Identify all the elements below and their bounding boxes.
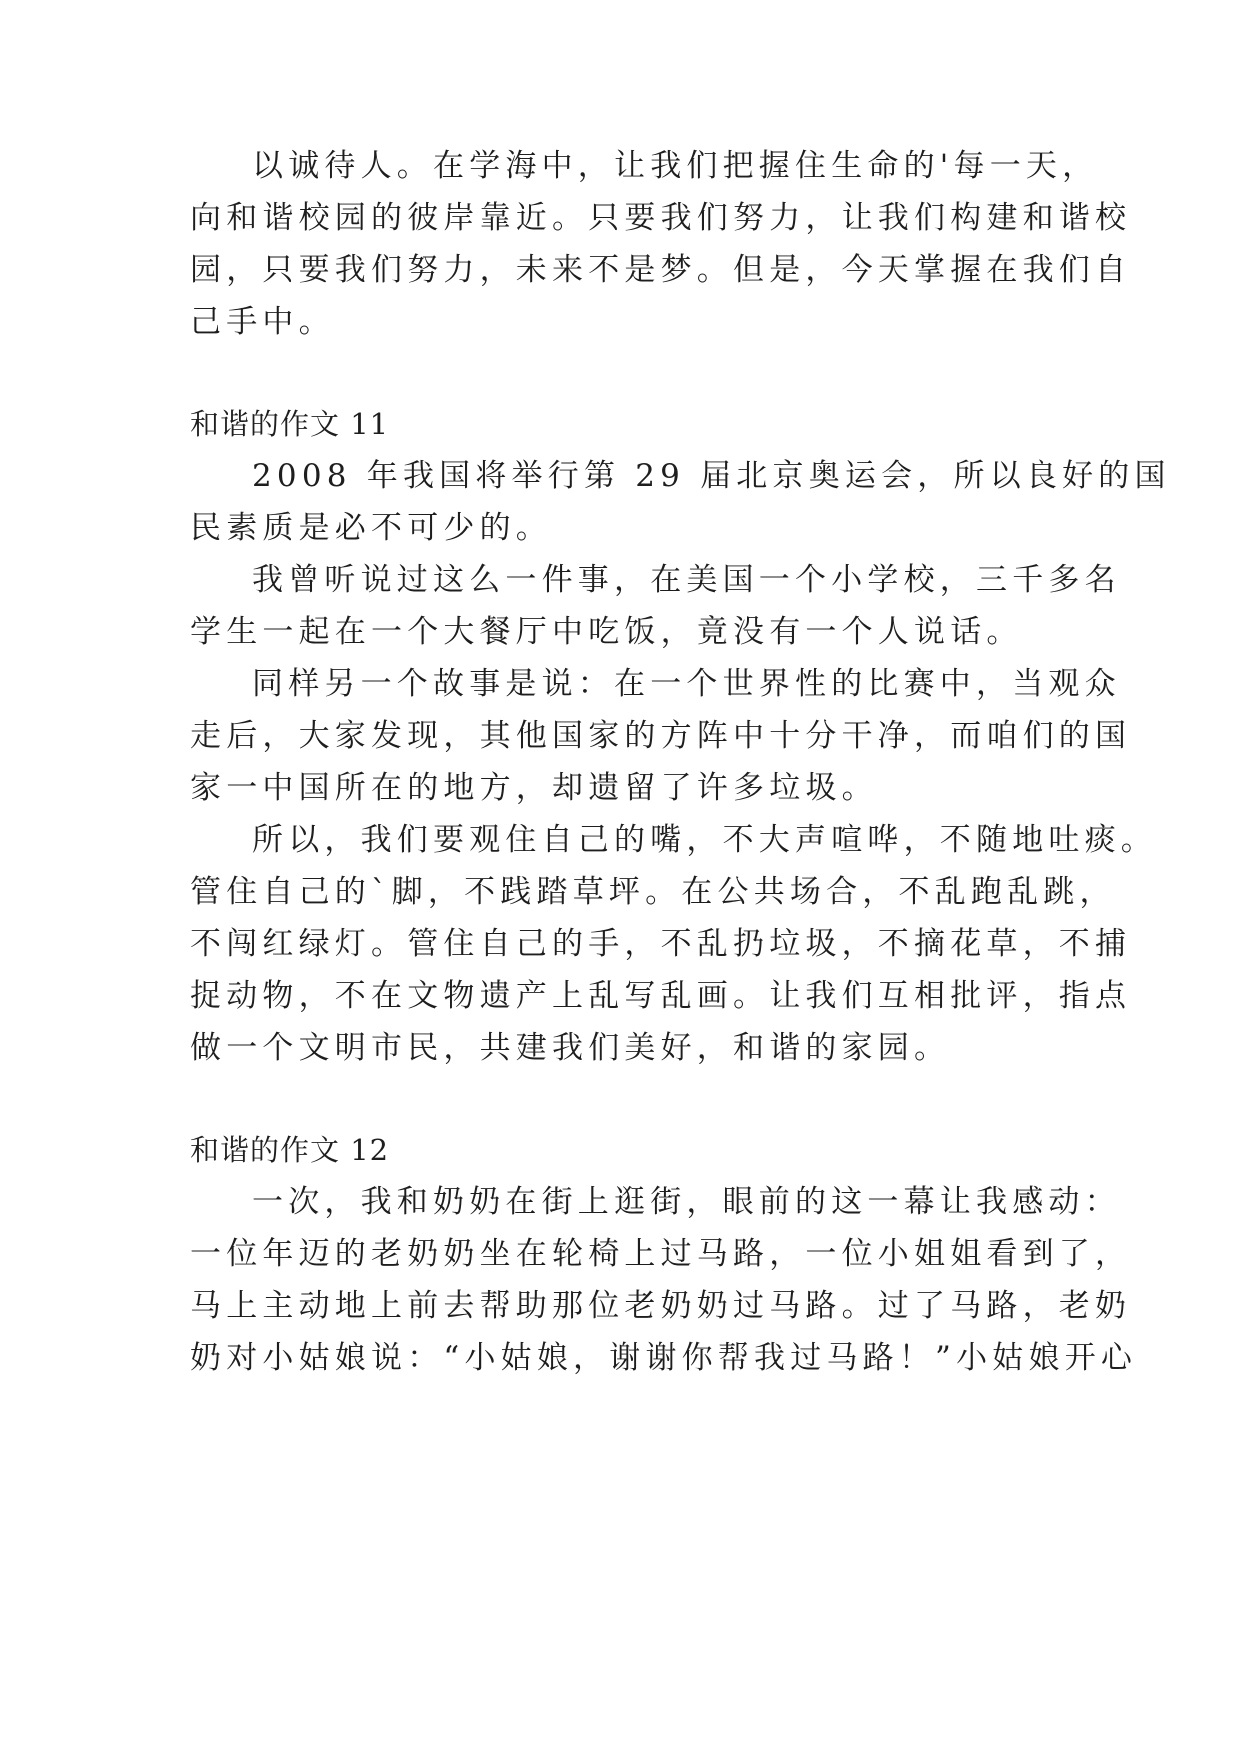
paragraph-line: 马上主动地上前去帮助那位老奶奶过马路。过了马路，老奶	[190, 1288, 1132, 1324]
paragraph-line: 学生一起在一个大餐厅中吃饭，竟没有一个人说话。	[190, 614, 1023, 650]
essay-title: 和谐的作文 12	[190, 1133, 390, 1167]
paragraph-line: 向和谐校园的彼岸靠近。只要我们努力，让我们构建和谐校	[190, 200, 1132, 236]
paragraph-line: 不闯红绿灯。管住自己的手，不乱扔垃圾，不摘花草，不捕	[190, 926, 1132, 962]
paragraph-line: 园，只要我们努力，未来不是梦。但是，今天掌握在我们自	[190, 252, 1132, 288]
paragraph-line: 奶对小姑娘说：“小姑娘，谢谢你帮我过马路！”小姑娘开心	[190, 1340, 1138, 1376]
paragraph-line: 做一个文明市民，共建我们美好，和谐的家园。	[190, 1030, 951, 1066]
paragraph-line: 2008 年我国将举行第 29 届北京奥运会，所以良好的国	[252, 458, 1171, 494]
paragraph-line: 一次，我和奶奶在街上逛街，眼前的这一幕让我感动：	[252, 1184, 1121, 1220]
paragraph-line: 以诚待人。在学海中，让我们把握住生命的'每一天，	[252, 148, 1099, 184]
paragraph-line: 管住自己的`脚，不践踏草坪。在公共场合，不乱跑乱跳，	[190, 874, 1116, 910]
paragraph-line: 一位年迈的老奶奶坐在轮椅上过马路，一位小姐姐看到了，	[190, 1236, 1132, 1272]
essay-title: 和谐的作文 11	[190, 407, 390, 441]
paragraph-line: 走后，大家发现，其他国家的方阵中十分干净，而咱们的国	[190, 718, 1132, 754]
paragraph-line: 同样另一个故事是说：在一个世界性的比赛中，当观众	[252, 666, 1121, 702]
paragraph-line: 己手中。	[190, 304, 335, 340]
paragraph-line: 民素质是必不可少的。	[190, 510, 552, 546]
paragraph-line: 捉动物，不在文物遗产上乱写乱画。让我们互相批评，指点	[190, 978, 1132, 1014]
paragraph-line: 家一中国所在的地方，却遗留了许多垃圾。	[190, 770, 878, 806]
paragraph-line: 我曾听说过这么一件事，在美国一个小学校，三千多名	[252, 562, 1121, 598]
paragraph-line: 所以，我们要观住自己的嘴，不大声喧哗，不随地吐痰。	[252, 822, 1157, 858]
